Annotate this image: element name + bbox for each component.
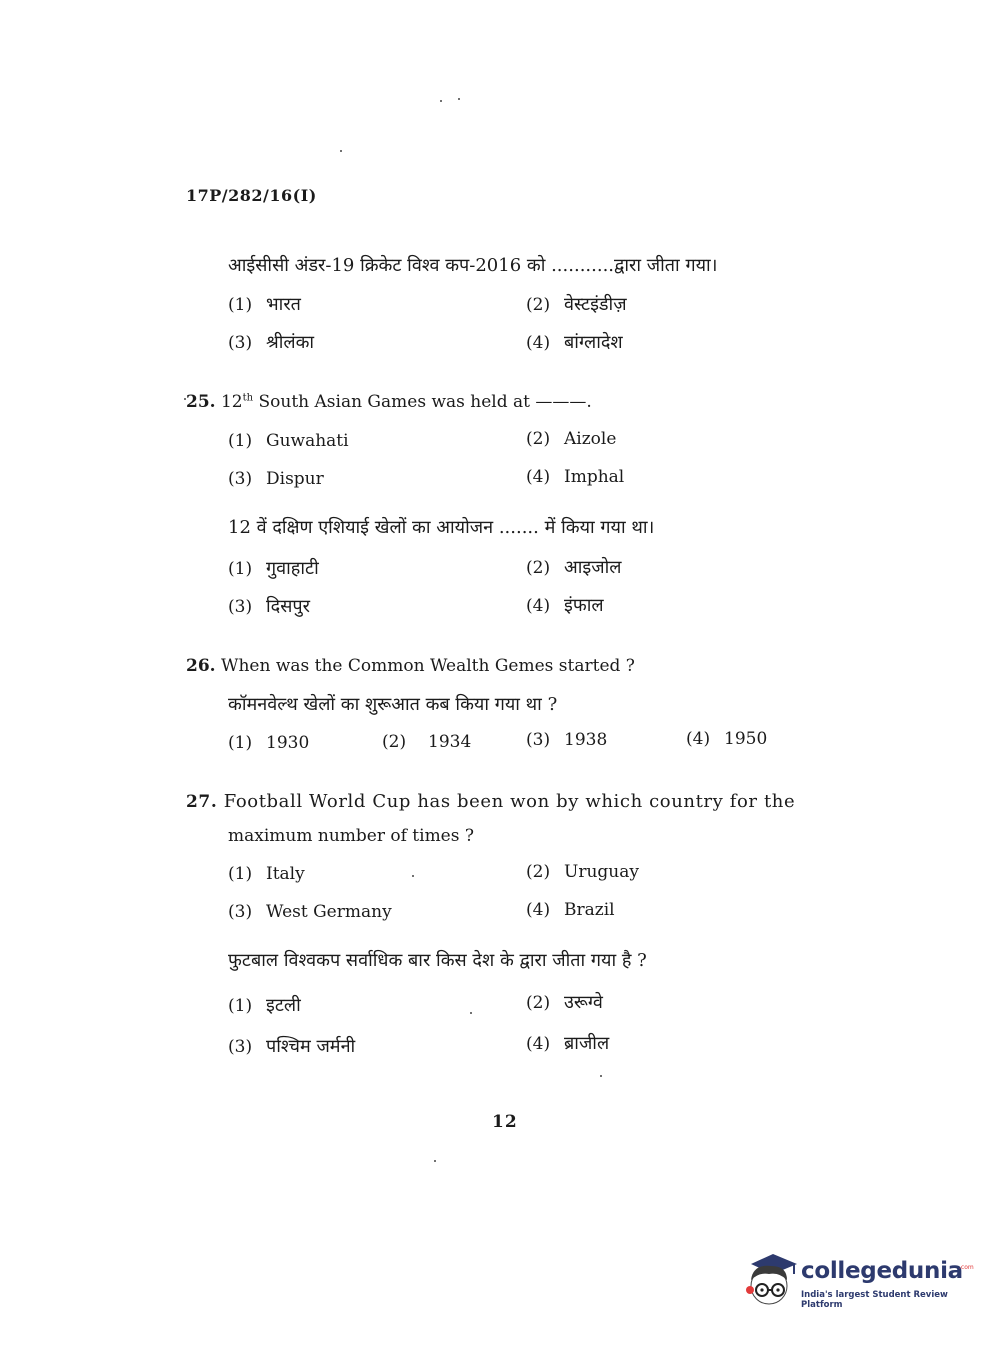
option-text: 1934: [428, 732, 472, 752]
q25-question-post: South Asian Games was held at ———.: [253, 392, 592, 412]
option-number: (3): [228, 1037, 253, 1057]
option-text: बांग्लादेश: [564, 332, 623, 353]
option-text: Dispur: [266, 469, 324, 489]
option-number: (2): [526, 295, 551, 315]
option-number: (1): [228, 864, 253, 884]
q26-question-text: When was the Common Wealth Gemes started ?: [220, 656, 635, 676]
scan-speck: [434, 1160, 436, 1162]
option: [228, 902, 392, 922]
scan-speck: [440, 100, 442, 102]
option: [526, 862, 639, 882]
scan-speck: [184, 398, 186, 400]
option: [526, 292, 627, 316]
option-number: (2): [526, 993, 551, 1013]
q27-hindi-question: फुटबाल विश्वकप सर्वाधिक बार किस देश के द्वारा जीता गया है ?: [228, 950, 647, 971]
option: [526, 730, 607, 750]
option-text: आइजोल: [564, 557, 622, 578]
option-text: Brazil: [564, 900, 615, 920]
option-text: पश्चिम जर्मनी: [266, 1036, 356, 1057]
option-text: वेस्टइंडीज़: [564, 294, 627, 315]
option-number: (3): [526, 730, 551, 750]
q25-question: [186, 392, 592, 412]
option-number: (4): [526, 900, 551, 920]
option: [526, 330, 623, 354]
option: [228, 594, 310, 618]
option-number: (2): [526, 558, 551, 578]
option-number: (3): [228, 469, 253, 489]
option: [228, 864, 305, 884]
q27-question-line1: Football World Cup has been won by which country for the: [223, 791, 796, 812]
option: [526, 990, 603, 1014]
option-text: ब्राजील: [564, 1033, 610, 1054]
option-text: Uruguay: [564, 862, 639, 882]
option-text: Guwahati: [266, 431, 349, 451]
option-number: (1): [228, 559, 253, 579]
question-number: 27.: [186, 792, 218, 812]
option-text: West Germany: [266, 902, 392, 922]
option-number: (3): [228, 333, 253, 353]
option-number: (4): [526, 596, 551, 616]
option-number: (4): [526, 1034, 551, 1054]
option: [526, 900, 615, 920]
question-number: 25.: [186, 392, 216, 412]
option-number: (4): [526, 333, 551, 353]
option: [228, 330, 314, 354]
option-text: Aizole: [564, 429, 617, 449]
option: [228, 556, 319, 580]
brand-domain: .com: [959, 1264, 974, 1271]
option-number: (1): [228, 295, 253, 315]
option-text: Italy: [266, 864, 305, 884]
brand-tagline: India's largest Student Review Platform: [801, 1290, 948, 1310]
option: [228, 292, 301, 316]
option-number: (4): [526, 467, 551, 487]
option-text: 1930: [266, 733, 310, 753]
option: [228, 431, 349, 451]
option-text: उरूग्वे: [564, 992, 603, 1013]
option-number: (1): [228, 431, 253, 451]
scan-speck: [412, 875, 414, 877]
q27-question: [186, 791, 795, 812]
option: [526, 467, 624, 487]
option-text: भारत: [266, 294, 301, 315]
option: [228, 469, 324, 489]
q25-question-pre: 12: [220, 392, 243, 412]
collegedunia-watermark: [743, 1250, 973, 1310]
q27-question-line2: maximum number of times ?: [228, 826, 474, 846]
q25-question-sup: th: [242, 392, 254, 404]
option-number: (1): [228, 733, 253, 753]
option: [686, 729, 767, 749]
option: [526, 1031, 609, 1055]
scan-speck: [600, 1075, 602, 1077]
option-text: गुवाहाटी: [266, 558, 319, 579]
option-text: इंफाल: [564, 595, 604, 616]
option: [228, 1034, 355, 1058]
option-number: (3): [228, 597, 253, 617]
scan-speck: [340, 150, 342, 152]
page-number: 12: [492, 1112, 518, 1132]
question-number: 26.: [186, 656, 216, 676]
option-number: (2): [526, 429, 551, 449]
option: [526, 593, 604, 617]
option-text: 1938: [564, 730, 608, 750]
q26-hindi-question: कॉमनवेल्थ खेलों का शुरूआत कब किया गया था ?: [228, 694, 558, 715]
option-text: 1950: [724, 729, 768, 749]
scan-speck: [458, 98, 460, 100]
option: [526, 429, 616, 449]
option: [228, 733, 309, 753]
option-text: श्रीलंका: [266, 332, 315, 353]
option-text: इटली: [266, 995, 301, 1016]
scan-speck: [470, 1012, 472, 1014]
student-mascot-icon: [743, 1250, 801, 1310]
q25-hindi-question: 12 वें दक्षिण एशियाई खेलों का आयोजन ....... में किया गया था।: [228, 517, 655, 538]
option-number: (3): [228, 902, 253, 922]
q26-question: [186, 656, 635, 676]
option-number: (1): [228, 996, 253, 1016]
option-number: (2): [526, 862, 551, 882]
option-text: Imphal: [564, 467, 625, 487]
option: [382, 732, 471, 752]
option-number: (4): [686, 729, 711, 749]
brand-name: collegedunia: [801, 1258, 963, 1284]
option: [228, 993, 301, 1017]
option-text: दिसपुर: [266, 596, 310, 617]
option-number: (2): [382, 732, 407, 752]
paper-code: 17P/282/16(I): [186, 186, 317, 205]
q24-hindi-question: आईसीसी अंडर-19 क्रिकेट विश्व कप-2016 को ...........द्वारा जीता गया।: [228, 255, 718, 276]
option: [526, 555, 621, 579]
